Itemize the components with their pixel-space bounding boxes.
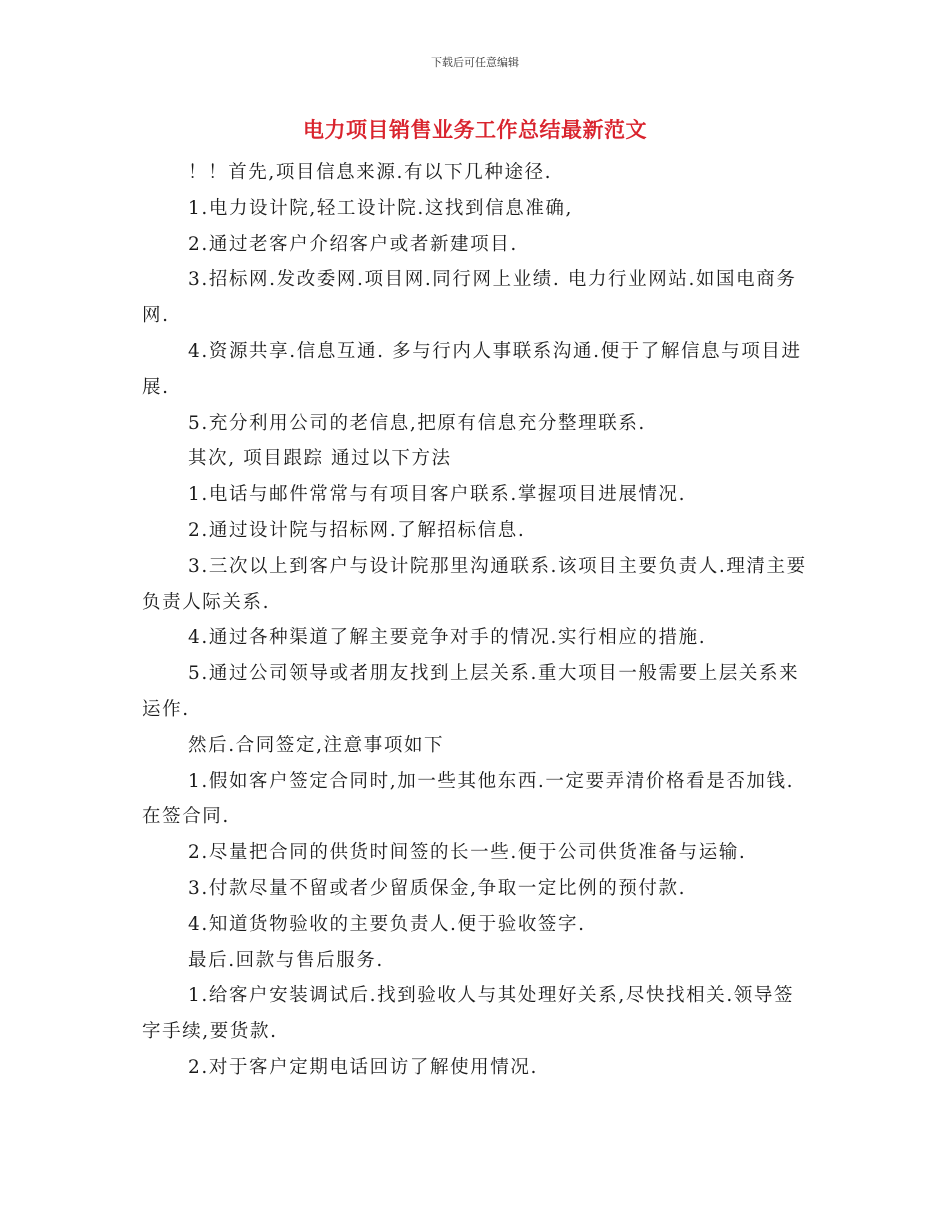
paragraph: 5.通过公司领导或者朋友找到上层关系.重大项目一般需要上层关系来运作. — [142, 663, 800, 720]
paragraph: 2.通过设计院与招标网.了解招标信息. — [188, 519, 526, 541]
paragraph: 1.电话与邮件常常与有项目客户联系.掌握项目进展情况. — [188, 484, 687, 506]
document-title: 电力项目销售业务工作总结最新范文 — [303, 118, 647, 142]
paragraph: 1.假如客户签定合同时,加一些其他东西.一定要弄清价格看是否加钱.在签合同. — [142, 770, 795, 828]
paragraph: 2.尽量把合同的供货时间签的长一些.便于公司供货准备与运输. — [188, 842, 747, 864]
paragraph: 2.通过老客户介绍客户或者新建项目. — [188, 233, 518, 255]
paragraph: ！！首先,项目信息来源.有以下几种途径. — [188, 162, 553, 183]
document-body — [142, 155, 814, 1086]
paragraph: 3.付款尽量不留或者少留质保金,争取一定比例的预付款. — [188, 877, 687, 899]
section-heading: 然后.合同签定,注意事项如下 — [188, 734, 445, 756]
paragraph: 1.给客户安装调试后.找到验收人与其处理好关系,尽快找相关.领导签字手续,要货款. — [142, 985, 795, 1043]
paragraph: 3.招标网.发改委网.项目网.同行网上业绩. 电力行业网站.如国电商务网. — [142, 269, 797, 327]
header-note: 下载后可任意编辑 — [431, 56, 519, 69]
paragraph: 4.通过各种渠道了解主要竞争对手的情况.实行相应的措施. — [188, 627, 707, 649]
paragraph: 3.三次以上到客户与设计院那里沟通联系.该项目主要负责人.理清主要负责人际关系. — [142, 555, 807, 613]
paragraph: 1.电力设计院,轻工设计院.这找到信息准确, — [188, 197, 573, 219]
paragraph: 4.资源共享.信息互通. 多与行内人事联系沟通.便于了解信息与项目进展. — [142, 340, 802, 398]
paragraph: 2.对于客户定期电话回访了解使用情况. — [188, 1056, 538, 1078]
section-heading: 其次, 项目跟踪 通过以下方法 — [188, 448, 452, 470]
paragraph: 4.知道货物验收的主要负责人.便于验收签字. — [188, 913, 586, 935]
paragraph: 5.充分利用公司的老信息,把原有信息充分整理联系. — [188, 412, 646, 434]
section-heading: 最后.回款与售后服务. — [188, 949, 384, 971]
